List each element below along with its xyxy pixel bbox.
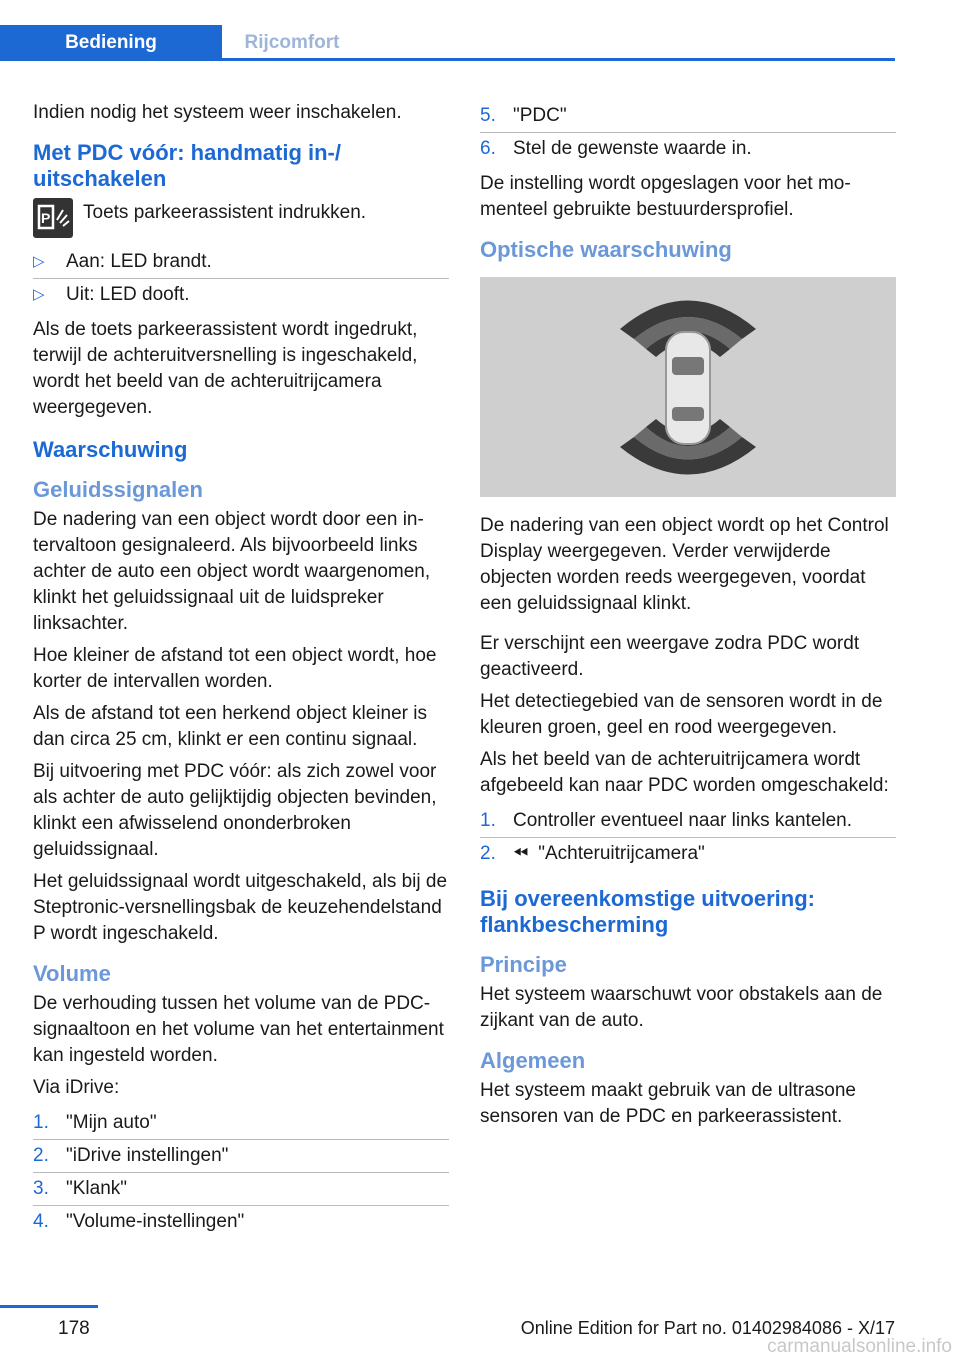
camera-steps-list — [480, 805, 896, 870]
list-item — [480, 805, 896, 838]
paragraph: Bij uitvoering met PDC vóór: als zich zowel voor als achter de auto gelijktijdig objecten bevinden, klinkt een afwisselend ononderbroken geluidssignaal. — [33, 761, 437, 860]
right-column — [480, 100, 896, 1136]
list-item — [480, 838, 896, 870]
intro-text: Indien nodig het systeem weer inschakelen. — [33, 102, 402, 123]
step-text: Stel de gewenste waarde in. — [513, 138, 752, 159]
page-footer — [0, 1300, 960, 1362]
idrive-steps-list-continued — [480, 100, 896, 165]
step-text: "PDC" — [513, 105, 567, 126]
step-number: 6. — [480, 138, 496, 159]
list-item — [33, 1173, 449, 1206]
list-item — [33, 246, 449, 279]
list-item — [480, 133, 896, 165]
step-number: 3. — [33, 1178, 49, 1199]
heading-optische-waarschuwing: Optische waarschuwing — [480, 237, 732, 262]
paragraph: De nadering van een object wordt op het Control Display weergegeven. Verder verwijderde objecten worden reeds weergegeven, voordat een geluidssignaal klinkt. — [480, 515, 889, 614]
list-item — [33, 1107, 449, 1140]
step-text: Controller eventueel naar links kantelen. — [513, 810, 853, 831]
heading-geluidssignalen: Geluidssignalen — [33, 477, 203, 502]
paragraph: Het systeem maakt gebruik van de ultrasone sensoren van de PDC en parkeerassistent. — [480, 1080, 856, 1127]
step-number: 1. — [480, 810, 496, 831]
idrive-steps-list — [33, 1107, 449, 1238]
step-text: "Achteruitrijcamera" — [538, 843, 705, 864]
step-text: "iDrive instellingen" — [66, 1145, 229, 1166]
tab-rijcomfort[interactable]: Rijcomfort — [244, 32, 340, 53]
paragraph: De verhouding tussen het volume van de PDC-signaaltoon en het volume van het entertainment kan ingesteld worden. — [33, 993, 444, 1066]
tab-rule — [0, 58, 895, 61]
triangle-bullet-icon: ▷ — [33, 286, 45, 303]
step-number: 2. — [480, 843, 496, 864]
paragraph: Via iDrive: — [33, 1077, 120, 1098]
paragraph: Het geluidssignaal wordt uitgeschakeld, als bij de Steptronic-versnellingsbak de keuzehendelstand P wordt ingeschakeld. — [33, 871, 448, 944]
park-assist-button-icon — [33, 198, 73, 238]
list-item — [480, 100, 896, 133]
edition-text: Online Edition for Part no. 01402984086 - X/17 — [520, 1318, 895, 1338]
paragraph: De nadering van een object wordt door een intervaltoon gesignaleerd. Als bijvoorbeeld links achter de auto een object wordt waargenomen, klinkt het geluidssignaal uit de luidspreker linksachter. — [33, 509, 431, 634]
left-column — [33, 100, 449, 1244]
paragraph: Als de afstand tot een herkend object kleiner is dan circa 25 cm, klinkt er een continu signaal. — [33, 703, 427, 750]
step-number: 2. — [33, 1145, 49, 1166]
heading-principe: Principe — [480, 952, 567, 977]
bullet-text: Aan: LED brandt. — [66, 251, 212, 272]
heading-pdc-manual: Met PDC vóór: handmatig in-/ uitschakelen — [33, 140, 341, 191]
park-assist-instruction — [33, 198, 449, 238]
paragraph: Het detectiegebied van de sensoren wordt in de kleuren groen, geel en rood weergegeven. — [480, 691, 883, 738]
page-number-rule — [0, 1305, 98, 1308]
rear-camera-icon: ⏪︎ — [513, 843, 529, 864]
pdc-display-illustration — [480, 277, 896, 497]
paragraph: Er verschijnt een weergave zodra PDC wordt geactiveerd. — [480, 633, 860, 680]
led-bullet-list — [33, 246, 449, 311]
paragraph: Hoe kleiner de afstand tot een object wordt, hoe korter de intervallen worden. — [33, 645, 437, 692]
step-text: "Volume-instellingen" — [66, 1211, 245, 1232]
heading-volume: Volume — [33, 961, 111, 986]
page-number: 178 — [58, 1318, 90, 1339]
list-item — [33, 1140, 449, 1173]
car-sensor-zones-graphic — [480, 277, 896, 497]
step-number: 1. — [33, 1112, 49, 1133]
step-text: "Mijn auto" — [66, 1112, 157, 1133]
heading-waarschuwing: Waarschuwing — [33, 437, 188, 462]
heading-flankbescherming: Bij overeenkomstige uitvoering: flankbescherming — [480, 886, 815, 937]
park-assist-text: Toets parkeerassistent indrukken. — [83, 202, 367, 223]
paragraph: Als het beeld van de achteruitrijcamera wordt afgebeeld kan naar PDC worden omgeschakeld: — [480, 749, 889, 796]
list-item — [33, 279, 449, 311]
chapter-tabbar — [0, 25, 895, 61]
watermark-text: carmanualsonline.info — [767, 1336, 952, 1357]
svg-text:P: P — [41, 210, 51, 226]
step-number: 5. — [480, 105, 496, 126]
step-number: 4. — [33, 1211, 49, 1232]
paragraph: Het systeem waarschuwt voor obstakels aan de zijkant van de auto. — [480, 984, 883, 1031]
heading-algemeen: Algemeen — [480, 1048, 586, 1073]
triangle-bullet-icon: ▷ — [33, 253, 45, 270]
list-item — [33, 1206, 449, 1238]
paragraph: De instelling wordt opgeslagen voor het momenteel gebruikte bestuurdersprofiel. — [480, 173, 851, 220]
bullet-text: Uit: LED dooft. — [66, 284, 190, 305]
step-text: "Klank" — [66, 1178, 128, 1199]
tab-bediening[interactable]: Bediening — [0, 25, 222, 61]
camera-text: Als de toets parkeerassistent wordt ingedrukt, terwijl de achteruitversnelling is ingeschakeld, wordt het beeld van de achteruitrijcamera weergegeven. — [33, 319, 418, 418]
